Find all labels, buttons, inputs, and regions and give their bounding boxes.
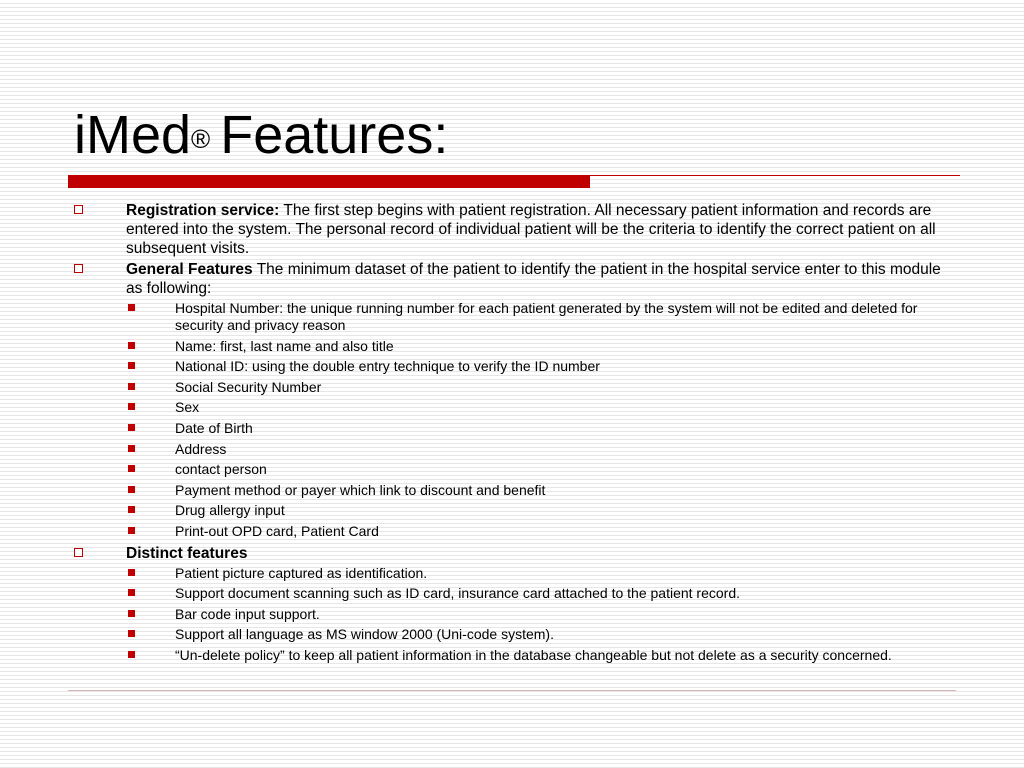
filled-square-bullet-icon bbox=[128, 527, 135, 534]
list-item-text: contact person bbox=[175, 461, 267, 478]
bottom-divider bbox=[68, 690, 956, 691]
list-item bbox=[0, 358, 1024, 375]
section-heading: Distinct features bbox=[126, 544, 248, 562]
section-text: The first step begins with patient registration. All necessary patient information and records are entered into the system. The personal record of individual patient will be the criteria to identify the correct patient on all subsequent visits. bbox=[126, 202, 936, 257]
list-item-text: Hospital Number: the unique running number for each patient generated by the system will not be edited and deleted for security and privacy reason bbox=[175, 300, 918, 333]
list-item-text: Bar code input support. bbox=[175, 605, 320, 622]
list-item bbox=[0, 399, 1024, 416]
list-item bbox=[0, 565, 1024, 582]
hollow-square-bullet-icon bbox=[74, 205, 83, 214]
bullet-distinct-features bbox=[0, 544, 1024, 563]
section-heading: General Features bbox=[126, 261, 253, 278]
section-heading: Registration service: bbox=[126, 202, 280, 219]
list-item bbox=[0, 461, 1024, 478]
filled-square-bullet-icon bbox=[128, 486, 135, 493]
list-item-text: Print-out OPD card, Patient Card bbox=[175, 522, 379, 539]
list-item bbox=[0, 379, 1024, 396]
list-item bbox=[0, 482, 1024, 499]
filled-square-bullet-icon bbox=[128, 445, 135, 452]
filled-square-bullet-icon bbox=[128, 589, 135, 596]
list-item bbox=[0, 300, 1024, 334]
list-item bbox=[0, 502, 1024, 519]
list-item-text: Social Security Number bbox=[175, 378, 322, 395]
filled-square-bullet-icon bbox=[128, 506, 135, 513]
title-underline-bar bbox=[68, 175, 590, 188]
slide-title bbox=[74, 100, 448, 170]
hollow-square-bullet-icon bbox=[74, 264, 83, 273]
list-item-text: National ID: using the double entry technique to verify the ID number bbox=[175, 358, 600, 375]
list-item-text: Address bbox=[175, 440, 227, 457]
list-item bbox=[0, 338, 1024, 355]
filled-square-bullet-icon bbox=[128, 465, 135, 472]
list-item-text: Name: first, last name and also title bbox=[175, 337, 394, 354]
list-item bbox=[0, 585, 1024, 602]
filled-square-bullet-icon bbox=[128, 630, 135, 637]
list-item bbox=[0, 647, 1024, 664]
list-item bbox=[0, 523, 1024, 540]
hollow-square-bullet-icon bbox=[74, 548, 83, 557]
list-item-text: Support document scanning such as ID card, insurance card attached to the patient record. bbox=[175, 585, 740, 602]
filled-square-bullet-icon bbox=[128, 304, 135, 311]
list-item-text: Support all language as MS window 2000 (Uni-code system). bbox=[175, 626, 554, 643]
filled-square-bullet-icon bbox=[128, 569, 135, 576]
registered-mark: ® bbox=[191, 124, 211, 154]
filled-square-bullet-icon bbox=[128, 403, 135, 410]
list-item bbox=[0, 626, 1024, 643]
slide-content bbox=[0, 201, 1024, 668]
filled-square-bullet-icon bbox=[128, 383, 135, 390]
section-text: The minimum dataset of the patient to identify the patient in the hospital service enter to this module as following: bbox=[126, 261, 941, 297]
list-item bbox=[0, 606, 1024, 623]
filled-square-bullet-icon bbox=[128, 610, 135, 617]
list-item-text: Patient picture captured as identification. bbox=[175, 564, 428, 581]
list-item-text: “Un-delete policy” to keep all patient information in the database changeable but not delete as a security concerned. bbox=[175, 646, 892, 663]
title-brand: iMed bbox=[74, 105, 192, 165]
filled-square-bullet-icon bbox=[128, 651, 135, 658]
filled-square-bullet-icon bbox=[128, 342, 135, 349]
list-item bbox=[0, 420, 1024, 437]
title-underline-thin bbox=[590, 175, 960, 176]
list-item-text: Sex bbox=[175, 399, 200, 416]
bullet-registration-service bbox=[0, 201, 1024, 258]
title-rest: Features: bbox=[220, 105, 449, 165]
bullet-general-features bbox=[0, 260, 1024, 298]
list-item bbox=[0, 441, 1024, 458]
filled-square-bullet-icon bbox=[128, 424, 135, 431]
list-item-text: Payment method or payer which link to discount and benefit bbox=[175, 481, 546, 498]
list-item-text: Drug allergy input bbox=[175, 502, 285, 519]
filled-square-bullet-icon bbox=[128, 362, 135, 369]
list-item-text: Date of Birth bbox=[175, 419, 253, 436]
